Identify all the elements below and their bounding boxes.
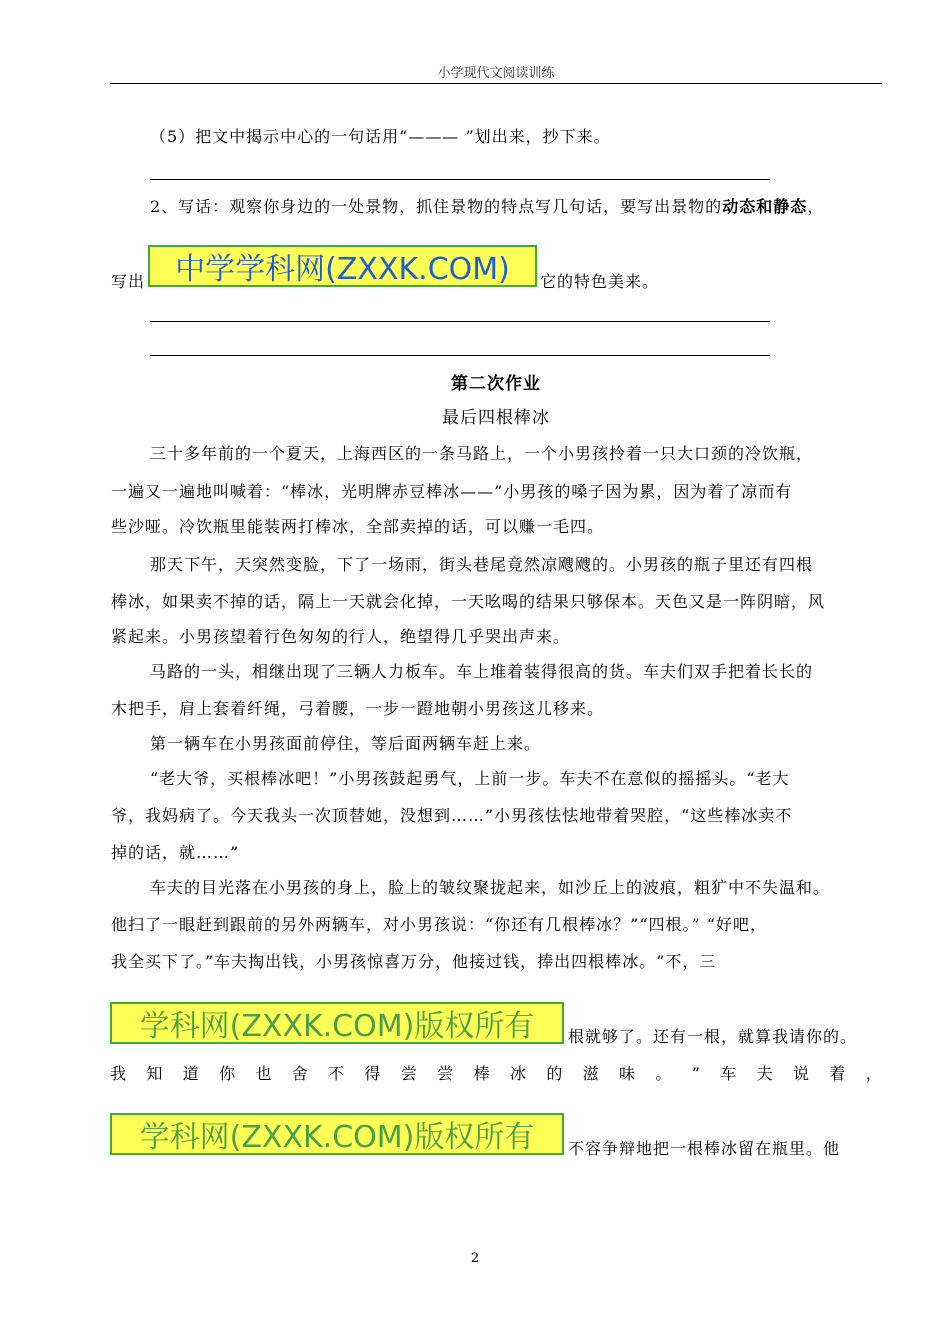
watermark-banner-middle: 学科网(ZXXK.COM)版权所有 [110, 1002, 564, 1044]
spread-char: ， [865, 1064, 882, 1083]
question-2-punct: ， [807, 197, 825, 216]
story-line: 棒冰，如果卖不掉的话，隔上一天就会化掉，一天吆喝的结果只够保本。天色又是一阵阴暗，风 [111, 592, 826, 611]
spread-char: 尝 [400, 1064, 417, 1083]
section-heading: 第二次作业 [451, 374, 541, 394]
spread-char: 冰 [509, 1064, 526, 1083]
story-line: 马路的一头，相继出现了三辆人力板车。车上堆着装得很高的货。车夫们双手把着长长的 [150, 662, 814, 681]
story-line-spread [110, 1064, 882, 1084]
answer-line [150, 355, 770, 356]
spread-char: 得 [364, 1064, 381, 1083]
story-line: 那天下午，天突然变脸，下了一场雨，街头巷尾竟然凉飕飕的。小男孩的瓶子里还有四根 [150, 555, 814, 574]
spread-char: 说 [793, 1064, 810, 1083]
spread-char: 舍 [291, 1064, 308, 1083]
spread-char: 道 [182, 1064, 199, 1083]
spread-char: 着 [829, 1064, 846, 1083]
answer-line [150, 179, 770, 180]
spread-char: ” [691, 1064, 700, 1083]
watermark-banner-top: 中学学科网(ZXXK.COM) [148, 245, 537, 287]
story-line: “老大爷，买根棒冰吧！”小男孩鼓起勇气，上前一步。车夫不在意似的摇摇头。“老大 [150, 769, 790, 788]
story-line: 紧起来。小男孩望着行色匆匆的行人，绝望得几乎哭出声来。 [111, 627, 571, 646]
page-number: 2 [470, 1251, 480, 1266]
spread-char: 滋 [582, 1064, 599, 1083]
question-2-text: 2、写话：观察你身边的一处景物，抓住景物的特点写几句话，要写出景物的 [150, 197, 723, 216]
spread-char: 也 [255, 1064, 272, 1083]
spread-char: 知 [146, 1064, 163, 1083]
story-line: 爷，我妈病了。今天我头一次顶替她，没想到……”小男孩怯怯地带着哭腔，“这些棒冰卖不 [111, 806, 793, 825]
story-line: 掉的话，就……” [111, 843, 240, 862]
story-line: 根就够了。还有一根，就算我请你的。 [568, 1027, 858, 1046]
story-line: 三十多年前的一个夏天，上海西区的一条马路上，一个小男孩拎着一只大口颈的冷饮瓶， [150, 444, 814, 463]
question-2-prefix: 写出 [111, 272, 146, 291]
question-2-emphasis: 动态和静态 [722, 197, 808, 216]
story-line: 他扫了一眼赶到跟前的另外两辆车，对小男孩说：“你还有几根棒冰？”“四根。” “好吧， [111, 915, 767, 934]
story-line: 第一辆车在小男孩面前停住，等后面两辆车赶上来。 [150, 734, 542, 753]
spread-char: 不 [328, 1064, 345, 1083]
spread-char: 你 [219, 1064, 236, 1083]
question-2-suffix: 它的特色美来。 [540, 272, 660, 291]
header-rule [110, 83, 882, 84]
question-5: （5）把文中揭示中心的一句话用“——— ”划出来，抄下来。 [150, 127, 611, 146]
story-line: 些沙哑。冷饮瓶里能装两打棒冰，全部卖掉的话，可以赚一毛四。 [111, 517, 605, 536]
page-header: 小学现代文阅读训练 [437, 66, 555, 81]
spread-char: 车 [720, 1064, 737, 1083]
story-line: 一遍又一遍地叫喊着：“棒冰，光明牌赤豆棒冰——”小男孩的嗓子因为累，因为着了凉而有 [111, 482, 793, 501]
spread-char: 味 [619, 1064, 636, 1083]
story-line: 不容争辩地把一根棒冰留在瓶里。他 [568, 1139, 841, 1158]
spread-char: 夫 [756, 1064, 773, 1083]
story-line: 车夫的目光落在小男孩的身上，脸上的皱纹聚拢起来，如沙丘上的波痕，粗犷中不失温和。 [150, 878, 831, 897]
spread-char: 我 [110, 1064, 127, 1083]
spread-char: 的 [546, 1064, 563, 1083]
spread-char: 。 [655, 1064, 672, 1083]
spread-char: 尝 [437, 1064, 454, 1083]
spread-char: 棒 [473, 1064, 490, 1083]
story-title: 最后四根棒冰 [442, 408, 550, 428]
story-line: 我全买下了。”车夫掏出钱，小男孩惊喜万分，他接过钱，捧出四根棒冰。“不，三 [111, 952, 717, 971]
answer-line [150, 321, 770, 322]
story-line: 木把手，肩上套着纤绳，弓着腰，一步一蹬地朝小男孩这儿移来。 [111, 699, 605, 718]
watermark-banner-bottom: 学科网(ZXXK.COM)版权所有 [110, 1113, 564, 1155]
question-2-line-1 [150, 197, 824, 217]
